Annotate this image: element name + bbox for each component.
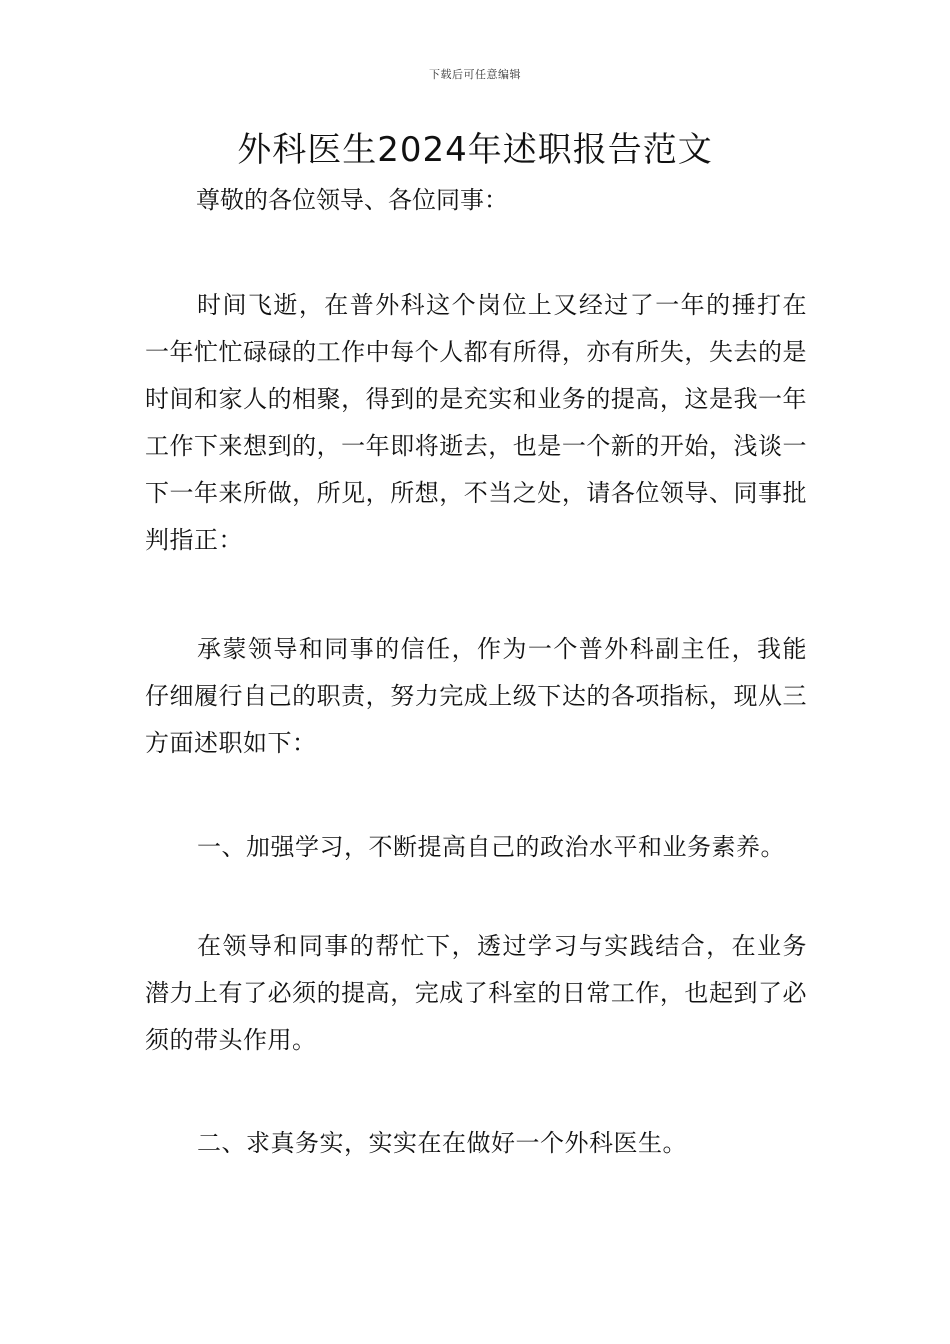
salutation: 尊敬的各位领导、各位同事：: [196, 186, 508, 214]
paragraph-overview: 承蒙领导和同事的信任，作为一个普外科副主任，我能仔细履行自己的职责，努力完成上级下达的各项指标，现从三方面述职如下：: [145, 635, 807, 757]
header-note: 下载后可任意编辑: [429, 68, 521, 81]
document-title: 外科医生2024年述职报告范文: [237, 130, 713, 170]
paragraph-section-1: 在领导和同事的帮忙下，透过学习与实践结合，在业务潜力上有了必须的提高，完成了科室的日常工作，也起到了必须的带头作用。: [145, 932, 807, 1054]
section-heading-1: 一、加强学习，不断提高自己的政治水平和业务素养。: [197, 833, 785, 861]
section-heading-2: 二、求真务实，实实在在做好一个外科医生。: [197, 1129, 687, 1157]
paragraph-intro: 时间飞逝，在普外科这个岗位上又经过了一年的捶打在一年忙忙碌碌的工作中每个人都有所得，亦有所失，失去的是时间和家人的相聚，得到的是充实和业务的提高，这是我一年工作下来想到的，一年即将逝去，也是一个新的开始，浅谈一下一年来所做，所见，所想，不当之处，请各位领导、同事批判指正：: [145, 291, 807, 554]
